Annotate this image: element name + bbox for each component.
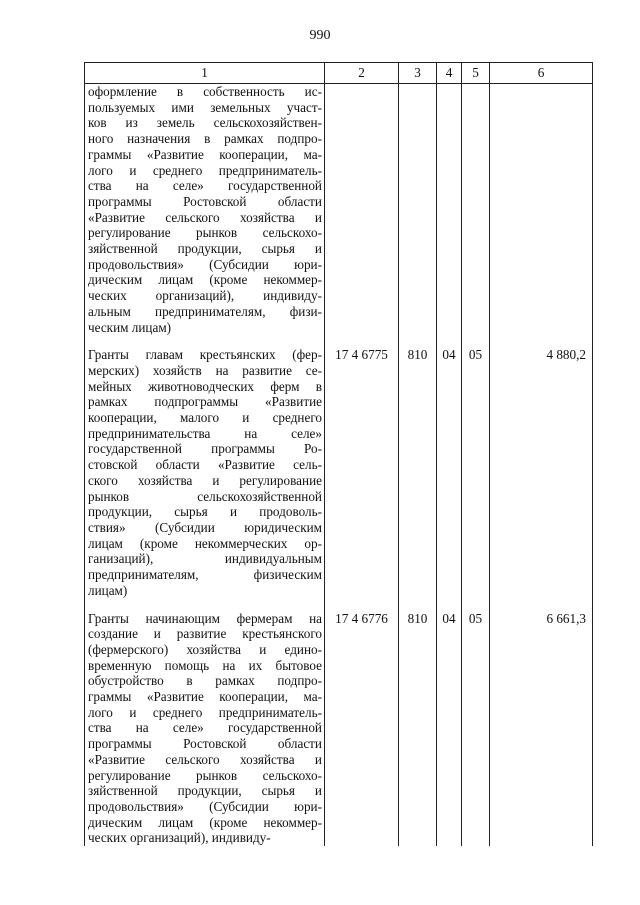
description-line: пользуемых ими земельных участ- <box>88 99 322 115</box>
table-header <box>85 63 593 84</box>
description-line: ного назначения в рамках подпро- <box>88 131 322 147</box>
description-line: граммы «Развитие кооперации, ма- <box>88 689 322 705</box>
spacer-cell <box>490 335 593 347</box>
row-subsection: 05 <box>462 347 490 598</box>
row-amount <box>490 84 593 336</box>
description-line: зяйственной продукции, сырья и <box>88 783 322 799</box>
table-row <box>85 347 593 598</box>
description-line: предпринимателям, физическим <box>88 567 322 583</box>
description-line: обустройство в рамках подпро- <box>88 673 322 689</box>
row-spacer <box>85 335 593 347</box>
header-col-2: 2 <box>325 63 399 84</box>
row-expense-type: 810 <box>399 347 437 598</box>
row-description <box>85 611 325 847</box>
description-line: рамках подпрограммы «Развитие <box>88 394 322 410</box>
description-line: мейных животноводческих ферм в <box>88 378 322 394</box>
description-line: регулирование рынков сельскохо- <box>88 767 322 783</box>
budget-table <box>84 62 593 846</box>
header-col-6: 6 <box>490 63 593 84</box>
spacer-cell <box>399 335 437 347</box>
description-line: продовольствия» (Субсидии юри- <box>88 798 322 814</box>
header-col-4: 4 <box>437 63 462 84</box>
description-line: ганизаций), индивидуальным <box>88 551 322 567</box>
description-line: Гранты начинающим фермерам на <box>88 610 322 626</box>
description-line: ческих организаций), индивиду- <box>88 830 271 846</box>
row-amount: 6 661,3 <box>490 611 593 847</box>
description-line: Гранты главам крестьянских (фер- <box>88 347 322 363</box>
table-body <box>85 84 593 847</box>
row-target-code <box>325 84 399 336</box>
header-col-3: 3 <box>399 63 437 84</box>
description-line: продовольствия» (Субсидии юри- <box>88 256 322 272</box>
description-line: ского хозяйства и регулирование <box>88 472 322 488</box>
header-col-5: 5 <box>462 63 490 84</box>
description-line: альным предпринимателям, физи- <box>88 303 322 319</box>
description-line: «Развитие сельского хозяйства и <box>88 751 322 767</box>
row-section: 04 <box>437 347 462 598</box>
description-line: государственной программы Ро- <box>88 441 322 457</box>
description-line: ческим лицам) <box>88 319 172 335</box>
row-subsection: 05 <box>462 611 490 847</box>
row-amount: 4 880,2 <box>490 347 593 598</box>
description-line: временную помощь на их бытовое <box>88 657 322 673</box>
description-line: ков из земель сельскохозяйствен- <box>88 115 322 131</box>
description-line: рынков сельскохозяйственной <box>88 488 322 504</box>
description-line: продукции, сырья и продоволь- <box>88 504 322 520</box>
description-line: дическим лицам (кроме некоммер- <box>88 814 322 830</box>
row-section: 04 <box>437 611 462 847</box>
row-section <box>437 84 462 336</box>
description-line: создание и развитие крестьянского <box>88 626 322 642</box>
description-line: стовской области «Развитие сель- <box>88 457 322 473</box>
spacer-cell <box>462 599 490 611</box>
description-line: граммы «Развитие кооперации, ма- <box>88 146 322 162</box>
row-expense-type <box>399 84 437 336</box>
description-line: (фермерского) хозяйства и едино- <box>88 641 322 657</box>
spacer-cell <box>437 335 462 347</box>
table-row <box>85 84 593 336</box>
row-target-code: 17 4 6776 <box>325 611 399 847</box>
description-line: дическим лицам (кроме некоммер- <box>88 272 322 288</box>
row-expense-type: 810 <box>399 611 437 847</box>
spacer-cell <box>325 335 399 347</box>
description-line: «Развитие сельского хозяйства и <box>88 209 322 225</box>
row-spacer <box>85 599 593 611</box>
description-line: программы Ростовской области <box>88 193 322 209</box>
table-row <box>85 611 593 847</box>
header-row <box>85 63 593 84</box>
description-line: регулирование рынков сельскохо- <box>88 225 322 241</box>
description-line: мерских) хозяйств на развитие се- <box>88 362 322 378</box>
description-line: программы Ростовской области <box>88 736 322 752</box>
description-line: лицам (кроме некоммерческих ор- <box>88 535 322 551</box>
description-line: ствия» (Субсидии юридическим <box>88 519 322 535</box>
description-line: лого и среднего предприниматель- <box>88 704 322 720</box>
description-line: предпринимательства на селе» <box>88 425 322 441</box>
row-target-code: 17 4 6775 <box>325 347 399 598</box>
page-number: 990 <box>309 28 331 43</box>
description-line: лого и среднего предприниматель- <box>88 162 322 178</box>
description-line: зяйственной продукции, сырья и <box>88 241 322 257</box>
description-line: оформление в собственность ис- <box>88 84 322 99</box>
spacer-cell <box>85 335 325 347</box>
spacer-cell <box>399 599 437 611</box>
spacer-cell <box>437 599 462 611</box>
row-description <box>85 84 325 336</box>
description-line: ства на селе» государственной <box>88 178 322 194</box>
description-line: ства на селе» государственной <box>88 720 322 736</box>
row-description <box>85 347 325 598</box>
spacer-cell <box>462 335 490 347</box>
header-col-1: 1 <box>85 63 325 84</box>
spacer-cell <box>85 599 325 611</box>
description-line: ческих организаций), индивиду- <box>88 288 322 304</box>
description-line: кооперации, малого и среднего <box>88 410 322 426</box>
row-subsection <box>462 84 490 336</box>
description-line: лицам) <box>88 582 128 598</box>
spacer-cell <box>325 599 399 611</box>
spacer-cell <box>490 599 593 611</box>
